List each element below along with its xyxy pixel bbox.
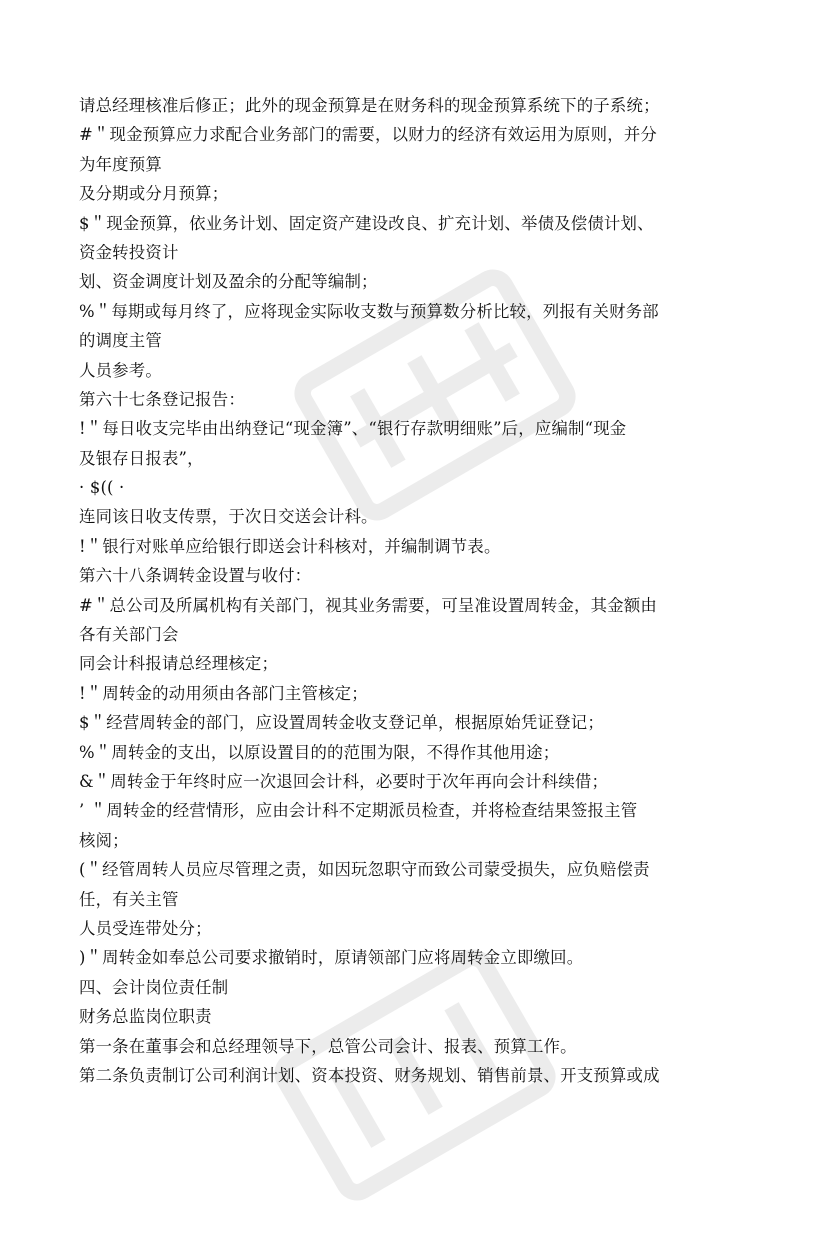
text-line: 核阅； [79, 830, 129, 850]
section-heading: 第六十八条调转金设置与收付： [79, 566, 312, 586]
text-line: !＂周转金的动用须由各部门主管核定； [79, 683, 368, 703]
document-body [79, 91, 759, 1090]
text-line: 第一条在董事会和总经理领导下，总管公司会计、报表、预算工作。 [79, 1036, 577, 1056]
text-line: · $(( · [79, 478, 125, 498]
text-line: #＂总公司及所属机构有关部门，视其业务需要，可呈准设置周转金，其金额由 [79, 595, 658, 615]
text-line: 及分期或分月预算； [79, 184, 229, 204]
text-line: 资金转投资计 [79, 242, 179, 262]
text-line: !＂银行对账单应给银行即送会计科核对，并编制调节表。 [79, 536, 501, 556]
text-line: 为年度预算 [79, 154, 162, 174]
text-line: %＂每期或每月终了，应将现金实际收支数与预算数分析比较，列报有关财务部 [79, 301, 659, 321]
text-line: $＂现金预算，依业务计划、固定资产建设改良、扩充计划、举债及偿债计划、 [79, 213, 654, 233]
text-line: !＂每日收支完毕由出纳登记“现金簿”、“银行存款明细账”后，应编制“现金 [79, 419, 627, 439]
text-line: 连同该日收支传票，于次日交送会计科。 [79, 507, 378, 527]
text-line: (＂经管周转人员应尽管理之责，如因玩忽职守而致公司蒙受损失，应负赔偿责 [79, 860, 650, 880]
text-line: 及银存日报表”， [79, 448, 204, 468]
section-heading: 四、会计岗位责任制 [79, 977, 229, 997]
text-line: 请总经理核准后修正；此外的现金预算是在财务科的现金预算系统下的子系统； [79, 96, 660, 115]
text-line: 人员受连带处分； [79, 918, 212, 938]
text-line: 划、资金调度计划及盈余的分配等编制； [79, 272, 378, 292]
subsection-heading: 财务总监岗位职责 [79, 1007, 212, 1027]
text-line: )＂周转金如奉总公司要求撤销时，原请领部门应将周转金立即缴回。 [79, 948, 584, 968]
section-heading: 第六十七条登记报告： [79, 389, 245, 409]
text-line: 任，有关主管 [79, 889, 179, 909]
text-line: 第二条负责制订公司利润计划、资本投资、财务规划、销售前景、开支预算或成 [79, 1065, 660, 1085]
text-line: 各有关部门会 [79, 625, 179, 645]
text-line: #＂现金预算应力求配合业务部门的需要，以财力的经济有效运用为原则，并分 [79, 125, 658, 145]
text-line: $＂经营周转金的部门，应设置周转金收支登记单，根据原始凭证登记； [79, 713, 604, 733]
text-line: ’ ＂周转金的经营情形，应由会计科不定期派员检查，并将检查结果签报主管 [79, 801, 638, 821]
text-line: 的调度主管 [79, 331, 162, 351]
text-line: &＂周转金于年终时应一次退回会计科，必要时于次年再向会计科续借； [79, 771, 609, 791]
text-line: 同会计科报请总经理核定； [79, 654, 279, 674]
text-line: 人员参考。 [79, 360, 162, 380]
text-line: %＂周转金的支出，以原设置目的的范围为限，不得作其他用途； [79, 742, 560, 762]
